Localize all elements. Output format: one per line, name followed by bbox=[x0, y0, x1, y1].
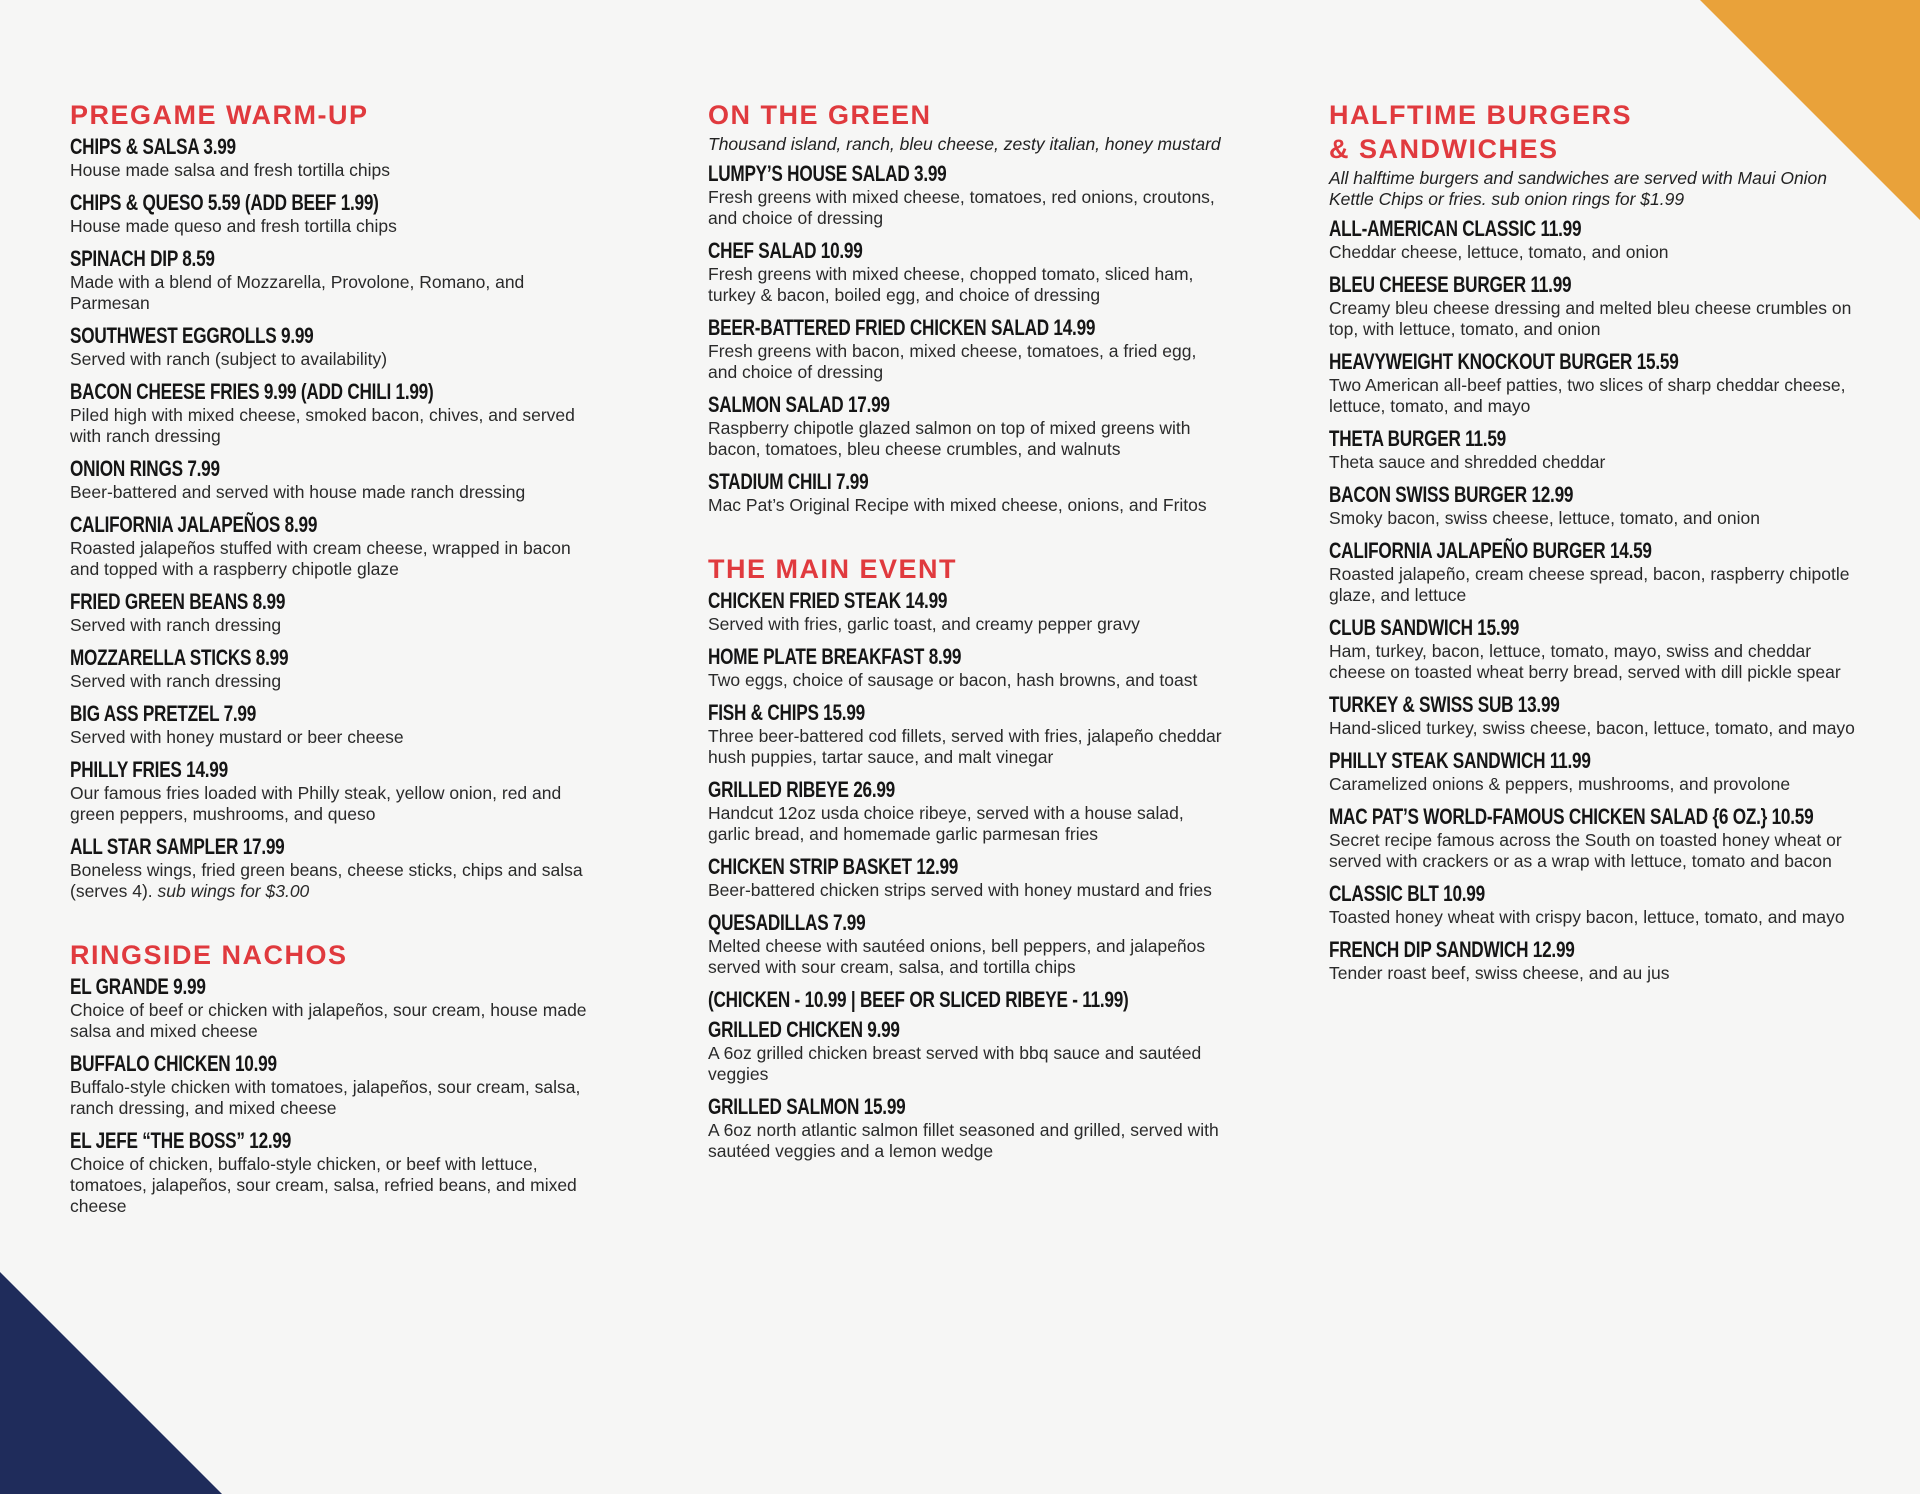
item-description bbox=[1329, 718, 1859, 739]
menu-item bbox=[1329, 538, 1859, 606]
item-description-text: Fresh greens with bacon, mixed cheese, tomatoes, a fried egg, and choice of dressing bbox=[708, 341, 1197, 382]
item-description bbox=[708, 418, 1228, 460]
item-description-text: Tender roast beef, swiss cheese, and au jus bbox=[1329, 963, 1670, 983]
menu-item bbox=[708, 987, 1228, 1013]
item-description-text: Fresh greens with mixed cheese, chopped tomato, sliced ham, turkey & bacon, boiled egg, and choice of dressing bbox=[708, 264, 1194, 305]
item-description-text: Toasted honey wheat with crispy bacon, lettuce, tomato, and mayo bbox=[1329, 907, 1845, 927]
item-name: MAC PAT’S WORLD-FAMOUS CHICKEN SALAD {6 OZ.} 10.59 bbox=[1329, 804, 1814, 829]
item-description-text: Served with ranch dressing bbox=[70, 615, 282, 635]
item-name: FRIED GREEN BEANS 8.99 bbox=[70, 589, 286, 614]
section-title: HALFTIME BURGERS & SANDWICHES bbox=[1329, 100, 1632, 164]
menu-item bbox=[708, 588, 1228, 635]
menu-item bbox=[70, 1128, 590, 1217]
item-description-text: Ham, turkey, bacon, lettuce, tomato, mayo, swiss and cheddar cheese on toasted wheat berry bread, served with dill pickle spear bbox=[1329, 641, 1841, 682]
item-description-text: Creamy bleu cheese dressing and melted bleu cheese crumbles on top, with lettuce, tomato, and onion bbox=[1329, 298, 1852, 339]
item-description bbox=[708, 936, 1228, 978]
menu-item bbox=[70, 134, 590, 181]
item-description-text: Melted cheese with sautéed onions, bell peppers, and jalapeños served with sour cream, salsa, and tortilla chips bbox=[708, 936, 1206, 977]
item-description-text: Served with ranch dressing bbox=[70, 671, 282, 691]
item-name: SOUTHWEST EGGROLLS 9.99 bbox=[70, 323, 314, 348]
item-name: QUESADILLAS 7.99 bbox=[708, 910, 866, 935]
menu-item bbox=[70, 246, 590, 314]
item-description-text: Two American all-beef patties, two slices of sharp cheddar cheese, lettuce, tomato, and mayo bbox=[1329, 375, 1846, 416]
item-description bbox=[70, 1000, 590, 1042]
item-name: BACON CHEESE FRIES 9.99 (ADD CHILI 1.99) bbox=[70, 379, 434, 404]
menu-item bbox=[708, 700, 1228, 768]
menu-item bbox=[70, 323, 590, 370]
menu-item bbox=[708, 777, 1228, 845]
menu-section bbox=[70, 98, 590, 902]
item-description bbox=[1329, 508, 1859, 529]
item-description-text: Buffalo-style chicken with tomatoes, jalapeños, sour cream, salsa, ranch dressing, and mixed cheese bbox=[70, 1077, 581, 1118]
section-title: THE MAIN EVENT bbox=[708, 554, 958, 584]
item-name: EL GRANDE 9.99 bbox=[70, 974, 206, 999]
item-description-text: Roasted jalapeños stuffed with cream cheese, wrapped in bacon and topped with a raspberry chipotle glaze bbox=[70, 538, 571, 579]
item-description-text: Hand-sliced turkey, swiss cheese, bacon, lettuce, tomato, and mayo bbox=[1329, 718, 1855, 738]
menu-item bbox=[708, 469, 1228, 516]
item-description-text: Served with honey mustard or beer cheese bbox=[70, 727, 404, 747]
item-description bbox=[708, 264, 1228, 306]
item-description-text: Cheddar cheese, lettuce, tomato, and onion bbox=[1329, 242, 1669, 262]
item-description bbox=[708, 341, 1228, 383]
item-name: STADIUM CHILI 7.99 bbox=[708, 469, 869, 494]
item-description-text: Secret recipe famous across the South on toasted honey wheat or served with crackers or as a wrap with lettuce, tomato and bacon bbox=[1329, 830, 1842, 871]
item-description bbox=[70, 671, 590, 692]
menu-item bbox=[70, 701, 590, 748]
item-name: FRENCH DIP SANDWICH 12.99 bbox=[1329, 937, 1575, 962]
item-description bbox=[70, 160, 590, 181]
item-name: CHEF SALAD 10.99 bbox=[708, 238, 863, 263]
item-description bbox=[1329, 564, 1859, 606]
item-description bbox=[70, 349, 590, 370]
item-note: sub wings for $3.00 bbox=[157, 881, 310, 901]
menu-item bbox=[708, 854, 1228, 901]
item-name: ONION RINGS 7.99 bbox=[70, 456, 220, 481]
item-name: EL JEFE “THE BOSS” 12.99 bbox=[70, 1128, 292, 1153]
item-description-text: Our famous fries loaded with Philly steak, yellow onion, red and green peppers, mushrooms, and queso bbox=[70, 783, 562, 824]
menu-item bbox=[70, 589, 590, 636]
menu-section bbox=[70, 938, 590, 1217]
item-name: FISH & CHIPS 15.99 bbox=[708, 700, 865, 725]
menu-item bbox=[70, 379, 590, 447]
section-note: Thousand island, ranch, bleu cheese, zesty italian, honey mustard bbox=[708, 134, 1221, 154]
menu-column-2 bbox=[708, 98, 1228, 1198]
item-name: SALMON SALAD 17.99 bbox=[708, 392, 890, 417]
menu-item bbox=[1329, 426, 1859, 473]
menu-item bbox=[70, 456, 590, 503]
item-name: (CHICKEN - 10.99 | BEEF OR SLICED RIBEYE - 11.99) bbox=[708, 987, 1129, 1012]
item-description-text: House made queso and fresh tortilla chips bbox=[70, 216, 397, 236]
item-name: CHICKEN STRIP BASKET 12.99 bbox=[708, 854, 959, 879]
item-description bbox=[1329, 774, 1859, 795]
item-name: GRILLED SALMON 15.99 bbox=[708, 1094, 906, 1119]
item-description-text: A 6oz grilled chicken breast served with bbq sauce and sautéed veggies bbox=[708, 1043, 1202, 1084]
item-name: BUFFALO CHICKEN 10.99 bbox=[70, 1051, 277, 1076]
menu-item bbox=[708, 644, 1228, 691]
menu-item bbox=[708, 315, 1228, 383]
item-description bbox=[70, 1077, 590, 1119]
menu-item bbox=[708, 161, 1228, 229]
menu-item bbox=[708, 910, 1228, 978]
item-name: GRILLED RIBEYE 26.99 bbox=[708, 777, 896, 802]
item-description bbox=[70, 216, 590, 237]
item-description-text: Theta sauce and shredded cheddar bbox=[1329, 452, 1606, 472]
item-name: CALIFORNIA JALAPEÑOS 8.99 bbox=[70, 512, 318, 537]
item-description bbox=[1329, 641, 1859, 683]
item-description bbox=[708, 1043, 1228, 1085]
menu-section bbox=[708, 552, 1228, 1162]
menu-item bbox=[70, 1051, 590, 1119]
item-description-text: Served with ranch (subject to availability) bbox=[70, 349, 388, 369]
item-description-text: Made with a blend of Mozzarella, Provolone, Romano, and Parmesan bbox=[70, 272, 525, 313]
item-name: HEAVYWEIGHT KNOCKOUT BURGER 15.59 bbox=[1329, 349, 1679, 374]
item-name: ALL STAR SAMPLER 17.99 bbox=[70, 834, 285, 859]
menu-item bbox=[1329, 482, 1859, 529]
item-description-text: Roasted jalapeño, cream cheese spread, bacon, raspberry chipotle glaze, and lettuce bbox=[1329, 564, 1850, 605]
item-name: HOME PLATE BREAKFAST 8.99 bbox=[708, 644, 962, 669]
item-description bbox=[70, 783, 590, 825]
menu-item bbox=[1329, 216, 1859, 263]
item-description-text: Choice of beef or chicken with jalapeños, sour cream, house made salsa and mixed cheese bbox=[70, 1000, 587, 1041]
item-description bbox=[1329, 452, 1859, 473]
item-description bbox=[1329, 907, 1859, 928]
menu-item bbox=[70, 974, 590, 1042]
item-description bbox=[1329, 242, 1859, 263]
item-description-text: Handcut 12oz usda choice ribeye, served with a house salad, garlic bread, and homemade garlic parmesan fries bbox=[708, 803, 1184, 844]
item-description-text: Beer-battered chicken strips served with honey mustard and fries bbox=[708, 880, 1212, 900]
menu-item bbox=[1329, 349, 1859, 417]
menu-item bbox=[708, 238, 1228, 306]
item-description-text: Boneless wings, fried green beans, cheese sticks, chips and salsa (serves 4). bbox=[70, 860, 583, 901]
item-name: CHIPS & QUESO 5.59 (ADD BEEF 1.99) bbox=[70, 190, 379, 215]
item-description bbox=[1329, 298, 1859, 340]
section-title: ON THE GREEN bbox=[708, 100, 932, 130]
item-description-text: Two eggs, choice of sausage or bacon, hash browns, and toast bbox=[708, 670, 1198, 690]
item-description bbox=[708, 495, 1228, 516]
item-description-text: Smoky bacon, swiss cheese, lettuce, tomato, and onion bbox=[1329, 508, 1760, 528]
menu-item bbox=[1329, 748, 1859, 795]
menu-column-1 bbox=[70, 98, 590, 1253]
section-title: PREGAME WARM-UP bbox=[70, 100, 369, 130]
menu-item bbox=[70, 645, 590, 692]
item-name: TURKEY & SWISS SUB 13.99 bbox=[1329, 692, 1560, 717]
item-description-text: Beer-battered and served with house made ranch dressing bbox=[70, 482, 526, 502]
item-description bbox=[708, 880, 1228, 901]
menu-item bbox=[70, 512, 590, 580]
item-name: THETA BURGER 11.59 bbox=[1329, 426, 1506, 451]
item-description bbox=[708, 670, 1228, 691]
item-description bbox=[70, 272, 590, 314]
item-name: BEER-BATTERED FRIED CHICKEN SALAD 14.99 bbox=[708, 315, 1096, 340]
item-name: MOZZARELLA STICKS 8.99 bbox=[70, 645, 289, 670]
item-description bbox=[70, 405, 590, 447]
item-description bbox=[70, 1154, 590, 1217]
item-description bbox=[70, 860, 590, 902]
item-description-text: Mac Pat’s Original Recipe with mixed cheese, onions, and Fritos bbox=[708, 495, 1207, 515]
item-name: CLASSIC BLT 10.99 bbox=[1329, 881, 1485, 906]
section-note: All halftime burgers and sandwiches are served with Maui Onion Kettle Chips or fries. sub onion rings for $1.99 bbox=[1329, 168, 1828, 209]
section-title: RINGSIDE NACHOS bbox=[70, 940, 348, 970]
menu-item bbox=[70, 190, 590, 237]
item-description-text: Choice of chicken, buffalo-style chicken, or beef with lettuce, tomatoes, jalapeños, sour cream, salsa, refried beans, and mixed cheese bbox=[70, 1154, 577, 1216]
item-name: CHIPS & SALSA 3.99 bbox=[70, 134, 236, 159]
menu-item bbox=[70, 834, 590, 902]
item-description bbox=[70, 538, 590, 580]
menu-item bbox=[1329, 692, 1859, 739]
item-description-text: Raspberry chipotle glazed salmon on top of mixed greens with bacon, tomatoes, bleu cheese crumbles, and walnuts bbox=[708, 418, 1191, 459]
item-description-text: Caramelized onions & peppers, mushrooms, and provolone bbox=[1329, 774, 1791, 794]
menu-item bbox=[708, 392, 1228, 460]
item-name: BACON SWISS BURGER 12.99 bbox=[1329, 482, 1574, 507]
item-description-text: A 6oz north atlantic salmon fillet seasoned and grilled, served with sautéed veggies and a lemon wedge bbox=[708, 1120, 1219, 1161]
item-description-text: Piled high with mixed cheese, smoked bacon, chives, and served with ranch dressing bbox=[70, 405, 575, 446]
item-name: SPINACH DIP 8.59 bbox=[70, 246, 215, 271]
menu-item bbox=[70, 757, 590, 825]
item-name: PHILLY FRIES 14.99 bbox=[70, 757, 228, 782]
item-description bbox=[708, 803, 1228, 845]
menu-item bbox=[1329, 804, 1859, 872]
item-description bbox=[1329, 375, 1859, 417]
item-description-text: Served with fries, garlic toast, and creamy pepper gravy bbox=[708, 614, 1140, 634]
menu-section bbox=[708, 98, 1228, 516]
menu-item bbox=[1329, 937, 1859, 984]
item-description bbox=[708, 187, 1228, 229]
item-name: CHICKEN FRIED STEAK 14.99 bbox=[708, 588, 948, 613]
menu-section bbox=[1329, 98, 1859, 984]
item-name: BIG ASS PRETZEL 7.99 bbox=[70, 701, 257, 726]
menu-item bbox=[1329, 272, 1859, 340]
item-description bbox=[70, 482, 590, 503]
item-description bbox=[1329, 963, 1859, 984]
item-description-text: Three beer-battered cod fillets, served with fries, jalapeño cheddar hush puppies, tartar sauce, and malt vinegar bbox=[708, 726, 1222, 767]
menu-item bbox=[1329, 615, 1859, 683]
item-description-text: House made salsa and fresh tortilla chips bbox=[70, 160, 391, 180]
item-description-text: Fresh greens with mixed cheese, tomatoes, red onions, croutons, and choice of dressing bbox=[708, 187, 1215, 228]
item-description bbox=[1329, 830, 1859, 872]
menu-column-3 bbox=[1329, 98, 1859, 1020]
corner-decoration-bottom-left bbox=[0, 1272, 222, 1494]
item-name: LUMPY’S HOUSE SALAD 3.99 bbox=[708, 161, 947, 186]
menu-item bbox=[708, 1094, 1228, 1162]
item-description bbox=[70, 615, 590, 636]
item-name: ALL-AMERICAN CLASSIC 11.99 bbox=[1329, 216, 1582, 241]
item-description bbox=[708, 614, 1228, 635]
item-name: CALIFORNIA JALAPEÑO BURGER 14.59 bbox=[1329, 538, 1652, 563]
item-name: BLEU CHEESE BURGER 11.99 bbox=[1329, 272, 1572, 297]
item-description bbox=[70, 727, 590, 748]
item-name: CLUB SANDWICH 15.99 bbox=[1329, 615, 1520, 640]
item-description bbox=[708, 726, 1228, 768]
menu-item bbox=[1329, 881, 1859, 928]
menu-item bbox=[708, 1017, 1228, 1085]
item-name: GRILLED CHICKEN 9.99 bbox=[708, 1017, 900, 1042]
item-description bbox=[708, 1120, 1228, 1162]
item-name: PHILLY STEAK SANDWICH 11.99 bbox=[1329, 748, 1591, 773]
